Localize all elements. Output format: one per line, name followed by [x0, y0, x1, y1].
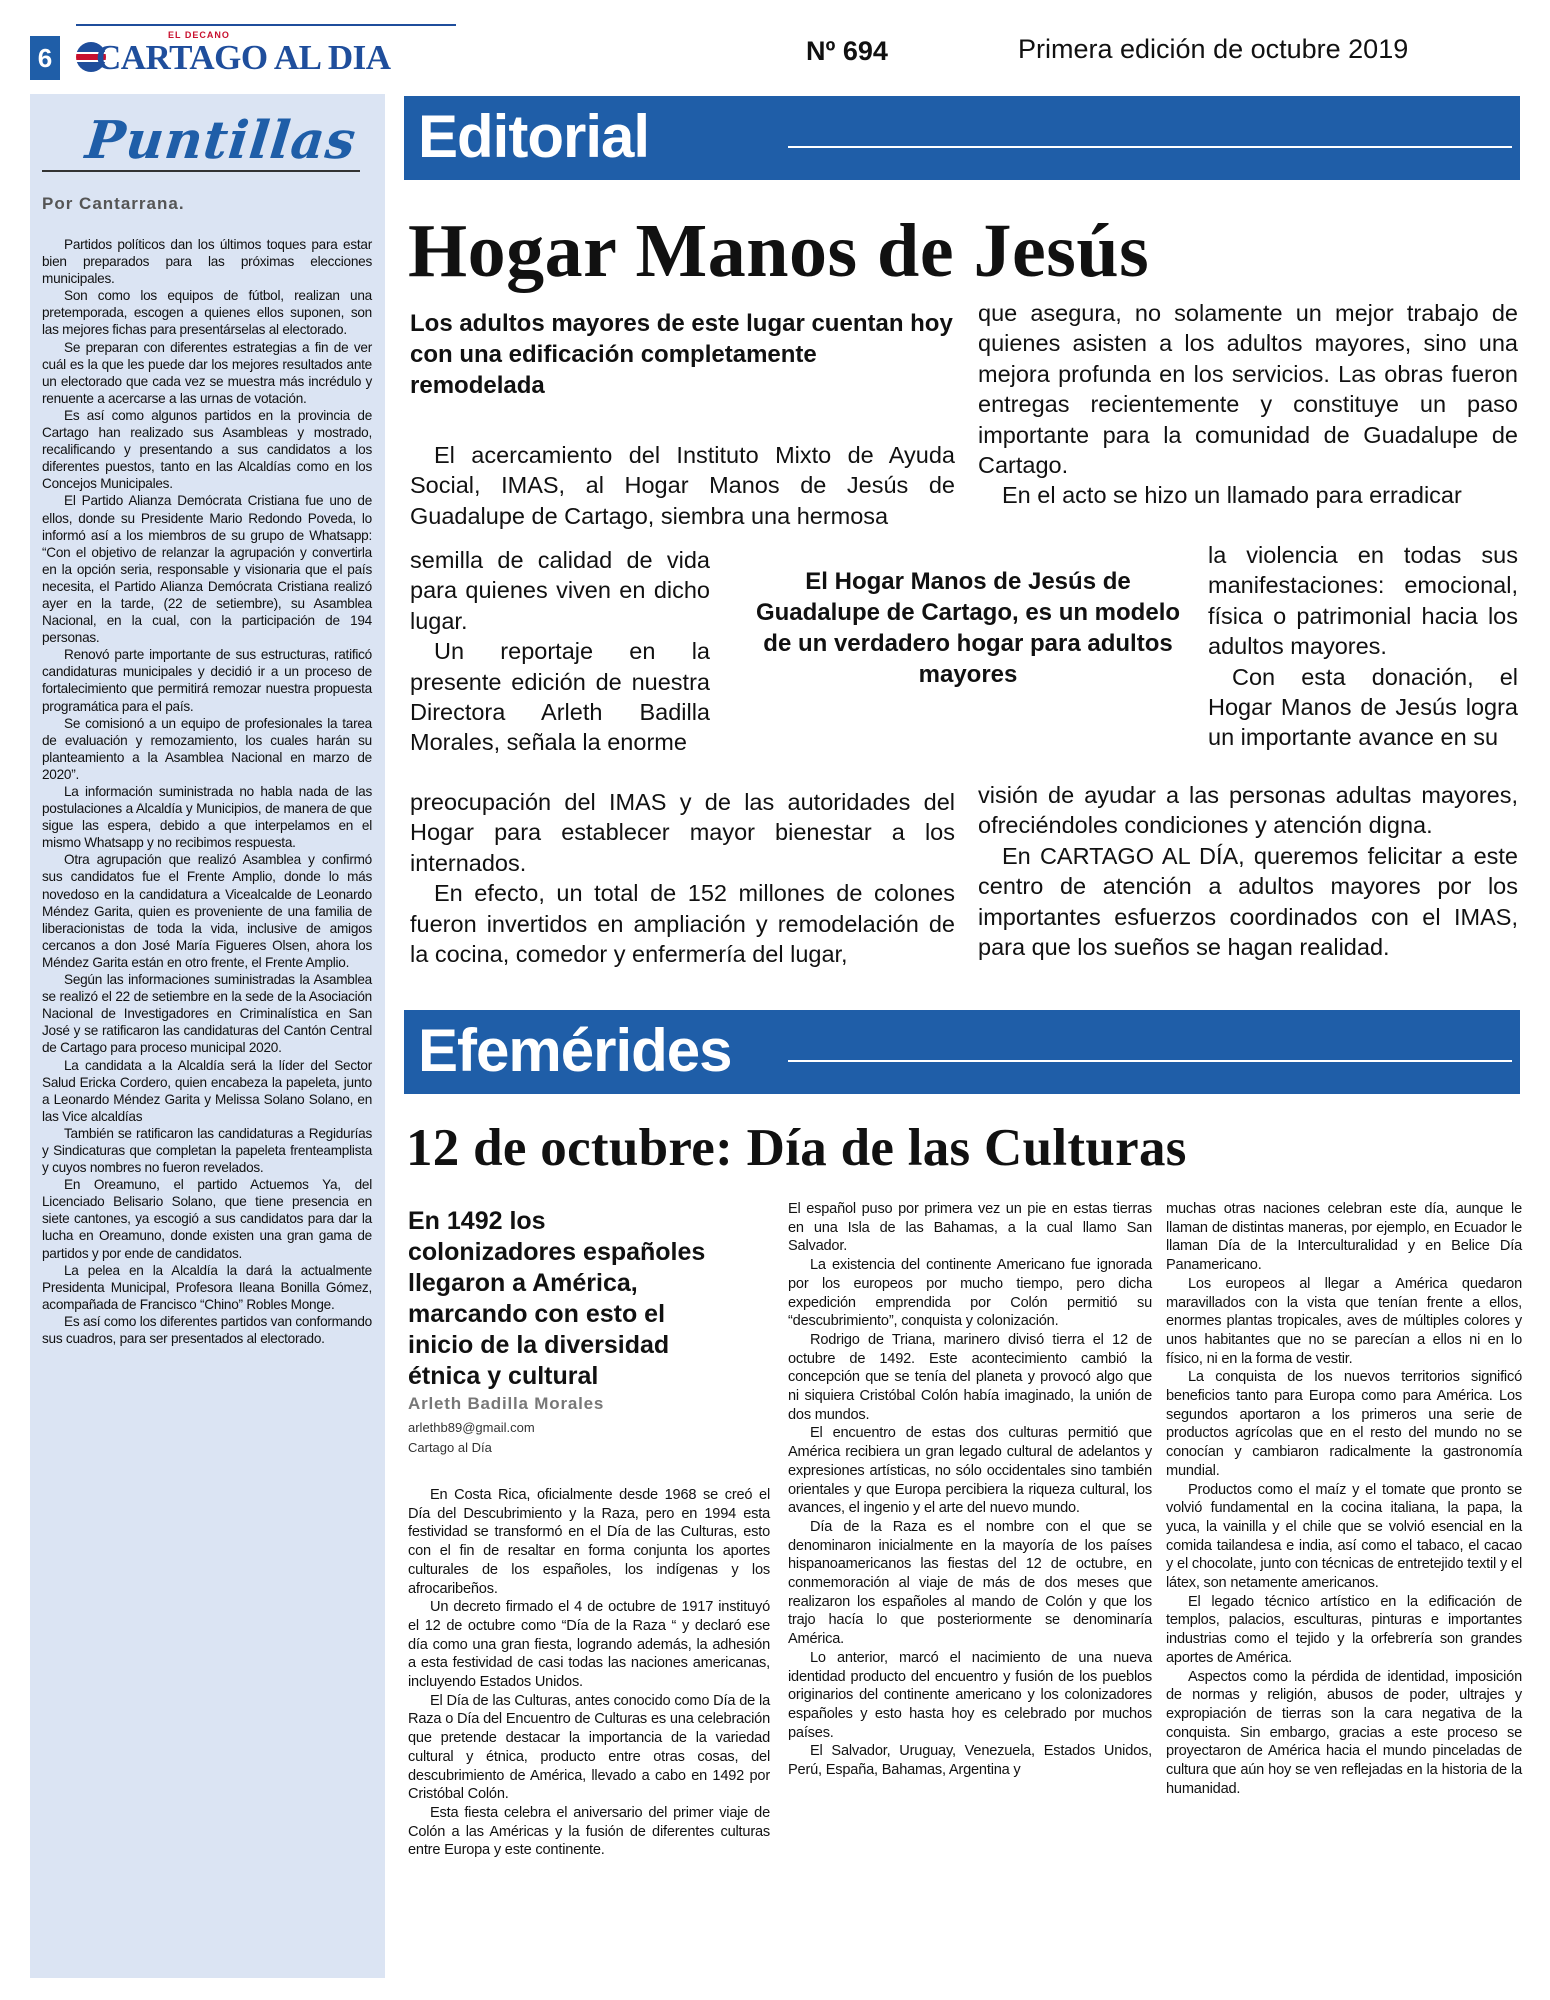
puntillas-paragraph: Renovó parte importante de sus estructuras, ratificó candidaturas municipales y decidió ir a un proceso de fortalecimiento que permitirá remozar nuestra propuesta programática para el país. — [42, 647, 372, 714]
author-name: Arleth Badilla Morales — [408, 1394, 605, 1413]
editorial-column-1-top — [410, 440, 955, 531]
efemerides-column-1 — [408, 1486, 770, 1860]
efemerides-paragraph: Esta fiesta celebra el aniversario del primer viaje de Colón a las Américas y la fusión de diferentes culturas entre Europa y este continente. — [408, 1804, 770, 1859]
editorial-paragraph: Con esta donación, el Hogar Manos de Jesús logra un importante avance en su — [1208, 663, 1518, 751]
puntillas-column — [30, 94, 385, 1978]
editorial-section-label: Editorial — [418, 103, 650, 170]
editorial-paragraph: El acercamiento del Instituto Mixto de Ayuda Social, IMAS, al Hogar Manos de Jesús de Guadalupe de Cartago, siembra una hermosa — [410, 442, 955, 529]
efemerides-deck: En 1492 los colonizadores españoles llegaron a América, marcando con esto el inicio de la diversidad étnica y cultural — [408, 1207, 706, 1390]
editorial-column-2-bottom — [978, 780, 1518, 962]
editorial-column-1-narrow — [410, 545, 710, 758]
efemerides-paragraph: Aspectos como la pérdida de identidad, imposición de normas y religión, abusos de poder, ultrajes y expropiación de tierras son la cara negativa de la conquista. Sin embargo, gracias a este proceso se proyectaron de América hacia el mundo pinceladas de cultura que aún hoy se ven reflejadas en la historia de la humanidad. — [1166, 1668, 1522, 1797]
puntillas-paragraph: Es así como algunos partidos en la provincia de Cartago han realizado sus Asambleas y mostrado, recalificando y presentando a sus candidatos a los diferentes puestos, tanto en las Alcaldías como en los Concejos Municipales. — [42, 407, 372, 492]
editorial-column-1-bottom — [410, 787, 955, 969]
efemerides-paragraph: En Costa Rica, oficialmente desde 1968 se creó el Día del Descubrimiento y la Raza, pero en 1994 esta festividad se transformó en el Día de las Culturas, esto con el fin de resaltar en forma conjunta los aportes culturales de los españoles, los indígenas y los afrocaribeños. — [408, 1487, 770, 1597]
author-source: Cartago al Día — [408, 1440, 492, 1455]
puntillas-paragraph: Partidos políticos dan los últimos toques para estar bien preparados para las próximas elecciones municipales. — [42, 237, 372, 287]
page-number: 6 — [30, 36, 60, 80]
logo-tagline: EL DECANO — [168, 30, 230, 40]
puntillas-paragraph: Se comisionó a un equipo de profesionales la tarea de evaluación y remozamiento, los cuales harán su planteamiento a la Asamblea Nacional en marzo de 2020”. — [42, 715, 372, 782]
editorial-paragraph: la violencia en todas sus manifestaciones: emocional, física o patrimonial hacia los adultos mayores. — [1208, 542, 1518, 660]
puntillas-paragraph: Otra agrupación que realizó Asamblea y confirmó sus candidatos fue el Frente Amplio, donde lo más novedoso en la candidatura a Vicealcalde de Leonardo Méndez Garita, quien es proveniente de una familia de liberacionistas de toda la vida, inclusive de amigos cercanos a don José María Figueres Olsen, ahora los Méndez Garita están en otro frente, el Frente Amplio. — [42, 852, 372, 970]
puntillas-paragraph: Según las informaciones suministradas la Asamblea se realizó el 22 de setiembre en la sede de la Asociación Nacional de Investigadores en Criminalística en San José y se ratificaron las candidaturas del Cantón Central de Cartago para proceso municipal 2020. — [42, 972, 372, 1056]
puntillas-divider — [42, 170, 360, 172]
puntillas-paragraph: La pelea en la Alcaldía la dará la actualmente Presidenta Municipal, Profesora Ileana Bonilla Gómez, acompañada de Francisco “Chino” Robles Monge. — [42, 1262, 372, 1312]
puntillas-paragraph: La candidata a la Alcaldía será la líder del Sector Salud Ericka Cordero, quien encabeza la papeleta, junto a Leonardo Méndez Garita y Melissa Solano Solano, en las Vice alcaldías — [42, 1057, 372, 1124]
efemerides-paragraph: Rodrigo de Triana, marinero divisó tierra el 12 de octubre de 1492. Este acontecimiento cambió la concepción que se tenía del planeta y provocó algo que ni siquiera Cristóbal Colón había imaginado, la unión de dos mundos. — [788, 1331, 1152, 1423]
efemerides-paragraph: Día de la Raza es el nombre con el que se denominaron inicialmente en la mayoría de los países hispanoamericanos las fiestas del 12 de octubre, en conmemoración al viaje de más de dos meses que realizaron los españoles al mando de Colón y que los trajo hacía lo que posteriormente se denominaría América. — [788, 1518, 1152, 1648]
efemerides-paragraph: Lo anterior, marcó el nacimiento de una nueva identidad producto del encuentro y fusión de los pueblos originarios del continente americano y los colonizadores españoles y esto hasta hoy es celebrado por muchos países. — [788, 1649, 1152, 1741]
efemerides-section-bar — [404, 1010, 1520, 1094]
efemerides-headline: 12 de octubre: Día de las Culturas — [406, 1119, 1187, 1177]
newspaper-logo — [76, 24, 391, 82]
editorial-paragraph: En CARTAGO AL DÍA, queremos felicitar a este centro de atención a adultos mayores por los importantes esfuerzos coordinados con el IMAS, para que los sueños se hagan realidad. — [978, 842, 1518, 961]
puntillas-paragraph: También se ratificaron las candidaturas a Regidurías y Sindicaturas que completan la papeleta frenteamplista y cuyos nombres no fueron revelados. — [42, 1125, 372, 1176]
puntillas-body — [42, 236, 372, 1347]
efemerides-column-3 — [1166, 1200, 1522, 1799]
efemerides-paragraph: El Salvador, Uruguay, Venezuela, Estados Unidos, Perú, España, Bahamas, Argentina y — [788, 1743, 1152, 1779]
editorial-column-2-top — [978, 298, 1518, 511]
puntillas-paragraph: En Oreamuno, el partido Actuemos Ya, del Licenciado Belisario Solano, que tiene presencia en siete cantones, ya escogió a sus candidatos para dar la lucha en Oreamuno, donde existen una gran gama de partidos y por ende de candidatos. — [42, 1177, 372, 1261]
section-bar-rule — [788, 146, 1512, 148]
puntillas-paragraph: Son como los equipos de fútbol, realizan una pretemporada, escogen a quienes ellos suponen, son las mejores fichas para presentárselas al electorado. — [42, 288, 372, 338]
efemerides-column-2 — [788, 1200, 1152, 1780]
efemerides-paragraph: El Día de las Culturas, antes conocido como Día de la Raza o Día del Encuentro de Culturas es una celebración que pretende destacar la importancia de la variedad cultural y étnica, producto entre otras cosas, del descubrimiento de América, llevado a cabo en 1492 por Cristóbal Colón. — [408, 1692, 770, 1803]
efemerides-paragraph: El legado técnico artístico en la edificación de templos, palacios, esculturas, pinturas e importantes industrias como el tejido y la orfebrería son grandes aportes de América. — [1166, 1593, 1522, 1666]
editorial-pull-quote: El Hogar Manos de Jesús de Guadalupe de Cartago, es un modelo de un verdadero hogar para adultos mayores — [755, 568, 1181, 688]
section-bar-rule — [788, 1060, 1512, 1062]
author-email: arlethb89@gmail.com — [408, 1420, 535, 1435]
efemerides-paragraph: El español puso por primera vez un pie en estas tierras en una Isla de las Bahamas, a la cual llamo San Salvador. — [788, 1201, 1152, 1255]
editorial-paragraph: visión de ayudar a las personas adultas mayores, ofreciéndoles condiciones y atención digna. — [978, 782, 1518, 839]
editorial-paragraph: En el acto se hizo un llamado para erradicar — [1002, 482, 1462, 509]
efemerides-paragraph: Productos como el maíz y el tomate que pronto se volvió fundamental en la cocina italiana, la papa, la yuca, la vainilla y el chile que se volvió esencial en la comida tailandesa e india, así como el tabaco, el cacao y el chocolate, junto con técnicas de entretejido textil y el látex, son netamente americanos. — [1166, 1481, 1522, 1592]
editorial-section-bar — [404, 96, 1520, 180]
editorial-deck: Los adultos mayores de este lugar cuentan hoy con una edificación completamente remodelada — [410, 310, 953, 399]
efemerides-paragraph: La existencia del continente Americano fue ignorada por los europeos por mucho tiempo, pero dicha expedición emprendida por Colón permitió su “descubrimiento”, conquista y colonización. — [788, 1257, 1152, 1330]
puntillas-paragraph: El Partido Alianza Demócrata Cristiana fue uno de ellos, donde su Presidente Mario Redondo Poveda, lo informó así a los miembros de su grupo de Whatsapp: “Con el objetivo de relanzar la agrupación y convertirla en la opción seria, responsable y visionaria que el país necesita, el Partido Alianza Demócrata Cristiana realizó ayer en la tarde, (22 de setiembre), su Asamblea Nacional, en la cual, con la participación de 194 personas. — [42, 493, 372, 646]
efemerides-paragraph: El encuentro de estas dos culturas permitió que América recibiera un gran legado cultural de adelantos y expresiones artísticas, no sólo occidentales sino también orientales y que Europa percibiera la riqueza cultural, los avances, el ingenio y el arte del nuevo mundo. — [788, 1425, 1152, 1517]
efemerides-section-label: Efemérides — [418, 1017, 732, 1084]
puntillas-byline: Por Cantarrana. — [42, 194, 185, 213]
editorial-paragraph: semilla de calidad de vida para quienes viven en dicho lugar. — [410, 547, 710, 634]
editorial-column-2-narrow — [1208, 540, 1518, 753]
puntillas-paragraph: Es así como los diferentes partidos van conformando sus cuadros, para ser presentados al electorado. — [42, 1313, 372, 1346]
editorial-paragraph: Un reportaje en la presente edición de nuestra Directora Arleth Badilla Morales, señala la enorme — [410, 638, 710, 756]
efemerides-paragraph: muchas otras naciones celebran este día, aunque le llaman de distintas maneras, por ejemplo, en Ecuador le llaman Día de la Interculturalidad y en Belice Día Panamericano. — [1166, 1201, 1522, 1274]
efemerides-paragraph: Los europeos al llegar a América quedaron maravillados con la vista que tenían frente a ellos, enormes plantas tropicales, aves de múltiples colores y unos habitantes que no se parecían a ellos ni en lo físico, ni en la forma de vestir. — [1166, 1275, 1522, 1367]
editorial-paragraph: preocupación del IMAS y de las autoridades del Hogar para establecer mayor bienestar a los internados. — [410, 789, 955, 876]
puntillas-title: Puntillas — [82, 110, 360, 171]
issue-number: Nº 694 — [806, 36, 888, 66]
puntillas-paragraph: Se preparan con diferentes estrategias a fin de ver cuál es la que les puede dar los mejores resultados ante un electorado que cada vez se muestra más incrédulo y renuente a acercarse a las urnas de votación. — [42, 339, 372, 406]
editorial-paragraph: que asegura, no solamente un mejor trabajo de quienes asisten a los adultos mayores, sino una mejora profunda en los servicios. Las obras fueron entregas recientemente y constituye un paso importante para la comunidad de Guadalupe de Cartago. — [978, 300, 1518, 479]
editorial-paragraph: En efecto, un total de 152 millones de colones fueron invertidos en ampliación y remodelación de la cocina, comedor y enfermería del lugar, — [410, 880, 955, 968]
efemerides-paragraph: Un decreto firmado el 4 de octubre de 1917 instituyó el 12 de octubre como “Día de la Raza “ y declaró ese día como una gran fiesta, logrando además, la adhesión a esta festividad de casi todas las naciones americanas, incluyendo Estados Unidos. — [408, 1599, 770, 1691]
editorial-headline: Hogar Manos de Jesús — [408, 209, 1150, 293]
logo-name: CARTAGO AL DIA — [96, 38, 391, 77]
efemerides-paragraph: La conquista de los nuevos territorios significó beneficios tanto para Europa como para América. Los segundos aportaron a los primeros una serie de productos agrícolas que en el resto del mundo no se conocían y cambiaron radicalmente la gastronomía mundial. — [1166, 1369, 1522, 1479]
edition-label: Primera edición de octubre 2019 — [1018, 34, 1409, 64]
puntillas-paragraph: La información suministrada no habla nada de las postulaciones a Alcaldía y Municipios, de manera de que sigue las espera, debido a que interpelamos en el mismo Whatsapp y no recibimos respuesta. — [42, 784, 372, 851]
